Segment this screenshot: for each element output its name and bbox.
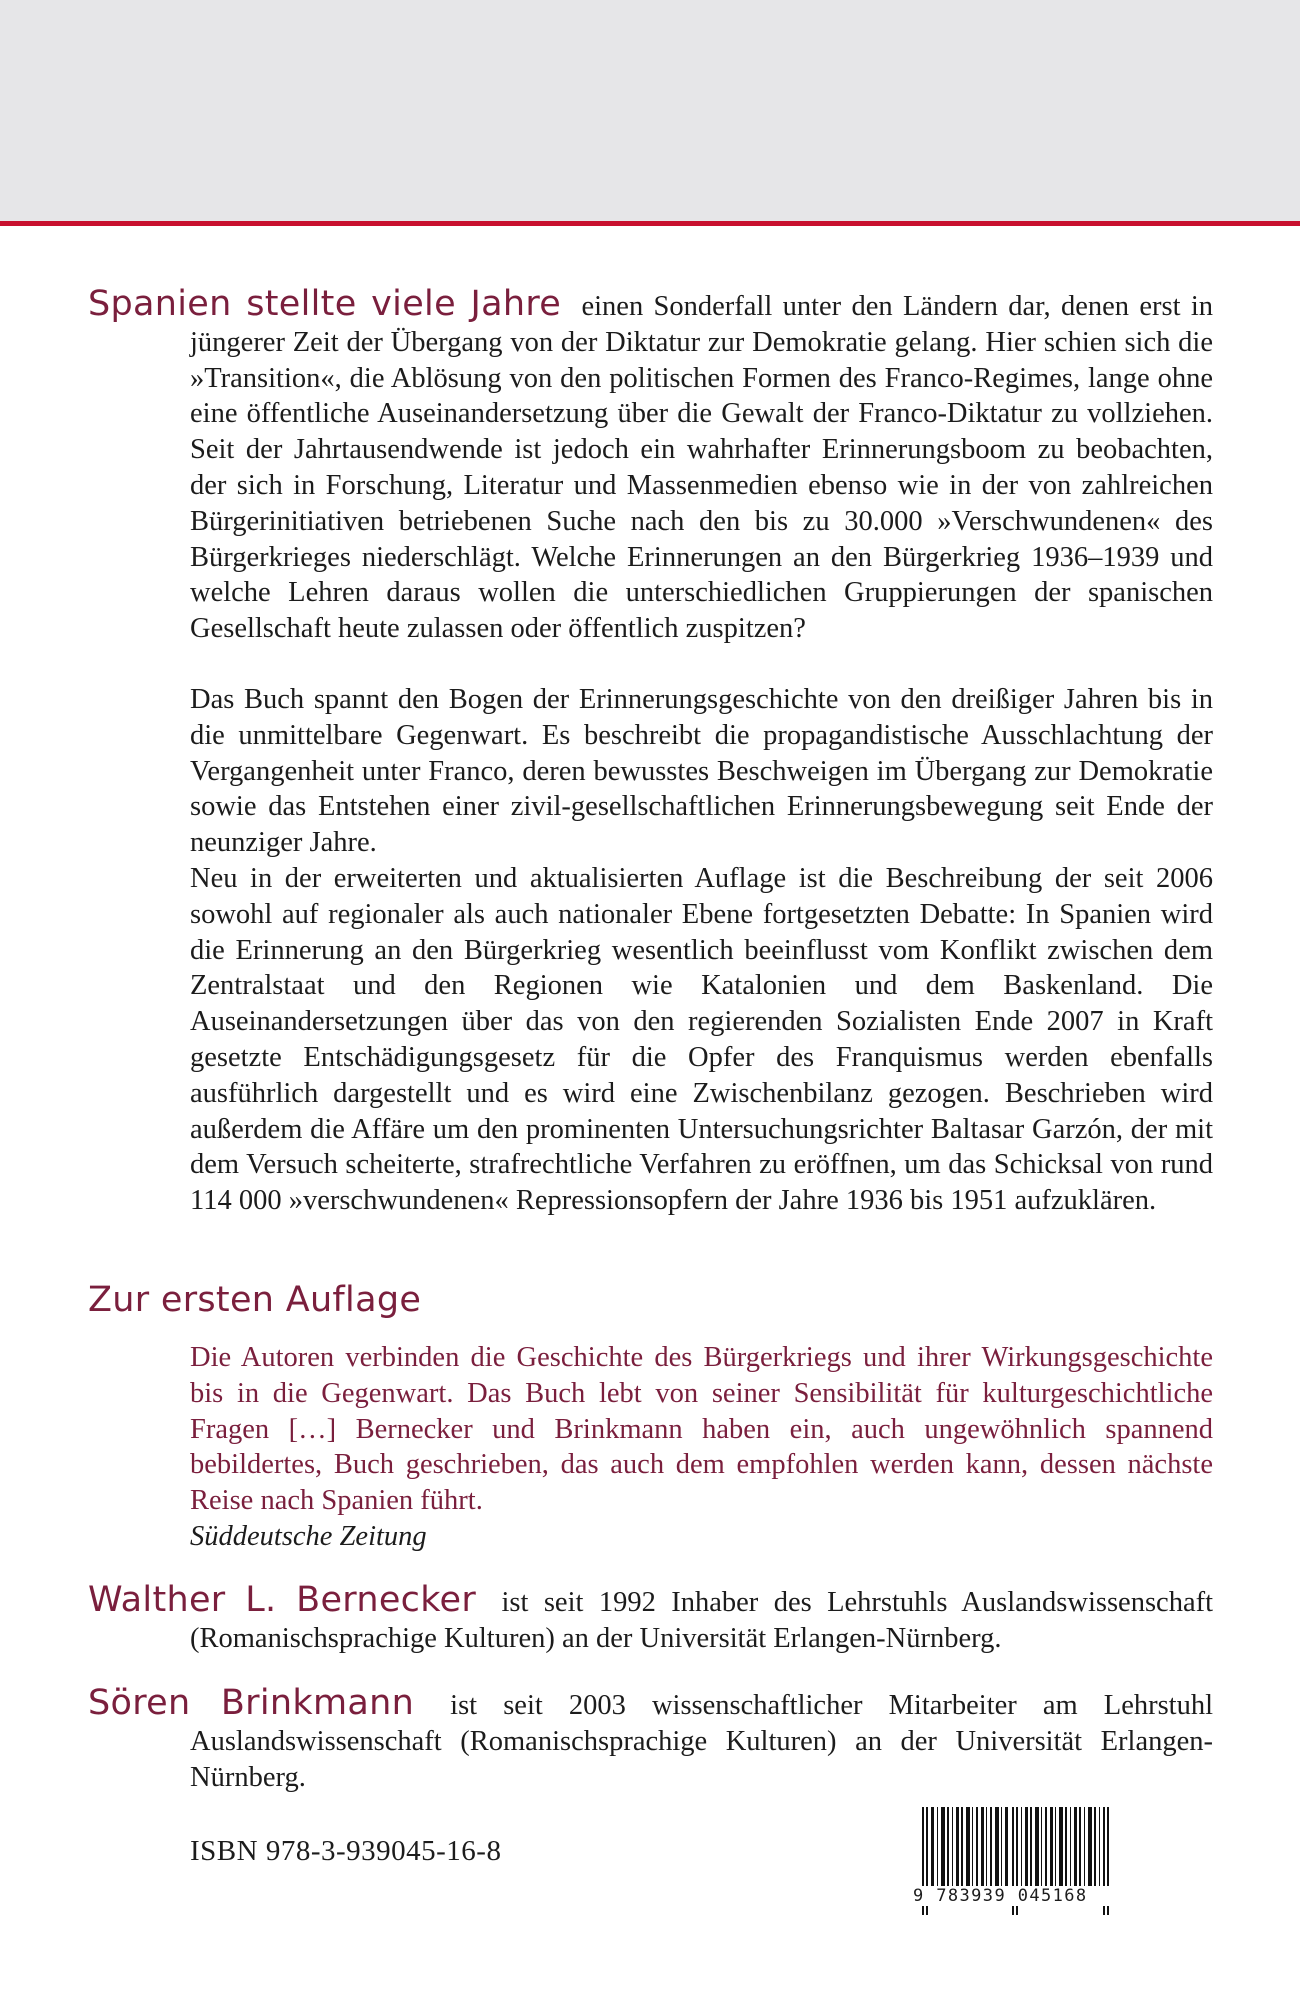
author-1-name: Walther L. Bernecker <box>88 1580 477 1620</box>
author-2-bio: ist seit 2003 wissenschaftlicher Mitarbeiter am Lehrstuhl Auslandswissenschaft (Romanischsprachige Kulturen) an der Universität Erlangen-Nürnberg. <box>190 1690 1214 1793</box>
red-rule <box>0 221 1300 226</box>
review-section <box>190 1340 1213 1555</box>
author-1 <box>88 1580 1213 1657</box>
barcode-digits: 9 783939 045168 <box>913 1886 1133 1906</box>
intro-paragraph-3: Neu in der erweiterten und aktualisierten Auflage ist die Beschreibung der seit 2006 sowohl auf regionaler als auch nationaler Ebene fortgesetzten Debatte: In Spanien wird die Erinnerung an den Bürgerkrieg wesentlich beeinflusst vom Konflikt zwischen dem Zentralstaat und den Regionen wie Katalonien und dem Baskenland. Die Auseinandersetzungen über das von den regierenden Sozialisten Ende 2007 in Kraft gesetzte Entschädigungsgesetz für die Opfer des Franquismus werden ebenfalls ausführlich dargestellt und es wird eine Zwischenbilanz gezogen. Beschrieben wird außerdem die Affäre um den prominenten Untersuchungsrichter Baltasar Garzón, der mit dem Versuch scheiterte, strafrechtliche Verfahren zu eröffnen, um das Schicksal von rund 114 000 »verschwundenen« Repressionsopfern der Jahre 1936 bis 1951 aufzuklären. <box>190 862 1213 1217</box>
intro-continuation <box>190 682 1213 1219</box>
intro-section <box>88 284 1213 647</box>
review-quote: Die Autoren verbinden die Geschichte des Bürgerkriegs und ihrer Wirkungsgeschichte bis in die Gegenwart. Das Buch lebt von seiner Sensibilität für kulturgeschichtliche Fragen […] Bernecker und Brinkmann haben ein, auch ungewöhnlich spannend bebildertes, Buch geschrieben, das auch dem empfohlen werden kann, dessen nächste Reise nach Spanien führt. <box>190 1342 1213 1517</box>
author-1-bio: ist seit 1992 Inhaber des Lehrstuhls Auslandswissenschaft (Romanischsprachige Kulturen) an der Universität Erlangen-Nürnberg. <box>190 1587 1213 1654</box>
isbn: ISBN 978-3-939045-16-8 <box>190 1835 502 1867</box>
intro-lead-heading: Spanien stellte viele Jahre <box>88 284 562 324</box>
author-2-text <box>88 1683 1214 1795</box>
review-source: Süddeutsche Zeitung <box>190 1520 427 1552</box>
author-1-text <box>88 1580 1213 1657</box>
review-heading: Zur ersten Auflage <box>88 1280 422 1320</box>
intro-paragraph-2: Das Buch spannt den Bogen der Erinnerungsgeschichte von den dreißiger Jahren bis in die unmittelbare Gegenwart. Es beschreibt die propagandistische Ausschlachtung der Vergangenheit unter Franco, deren bewusstes Beschweigen im Übergang zur Demokratie sowie das Entstehen einer zivil-gesellschaftlichen Erinnerungsbewegung seit Ende der neunziger Jahre. <box>190 684 1213 859</box>
intro-paragraph-1-text: einen Sonderfall unter den Ländern dar, denen erst in jüngerer Zeit der Übergang von der Diktatur zur Demokratie gelang. Hier schien sich die »Transition«, die Ablösung von den politischen Formen des Franco-Regimes, lange ohne eine öffentliche Auseinandersetzung über die Gewalt der Franco-Diktatur zu vollziehen. Seit der Jahrtausendwende ist jedoch ein wahrhafter Erinnerungsboom zu beobachten, der sich in Forschung, Literatur und Massenmedien ebenso wie in der von zahlreichen Bürgerinitiativen betriebenen Suche nach den bis zu 30.000 »Verschwundenen« des Bürgerkrieges niederschlägt. Welche Erinnerungen an den Bürgerkrieg 1936–1939 und welche Lehren daraus wollen die unterschiedlichen Gruppierungen der spanischen Gesellschaft heute zulassen oder öffentlich zuspitzen? <box>190 291 1213 645</box>
author-2 <box>88 1683 1214 1795</box>
top-band <box>0 0 1300 222</box>
intro-paragraph-1 <box>88 284 1213 647</box>
author-2-name: Sören Brinkmann <box>88 1683 415 1723</box>
